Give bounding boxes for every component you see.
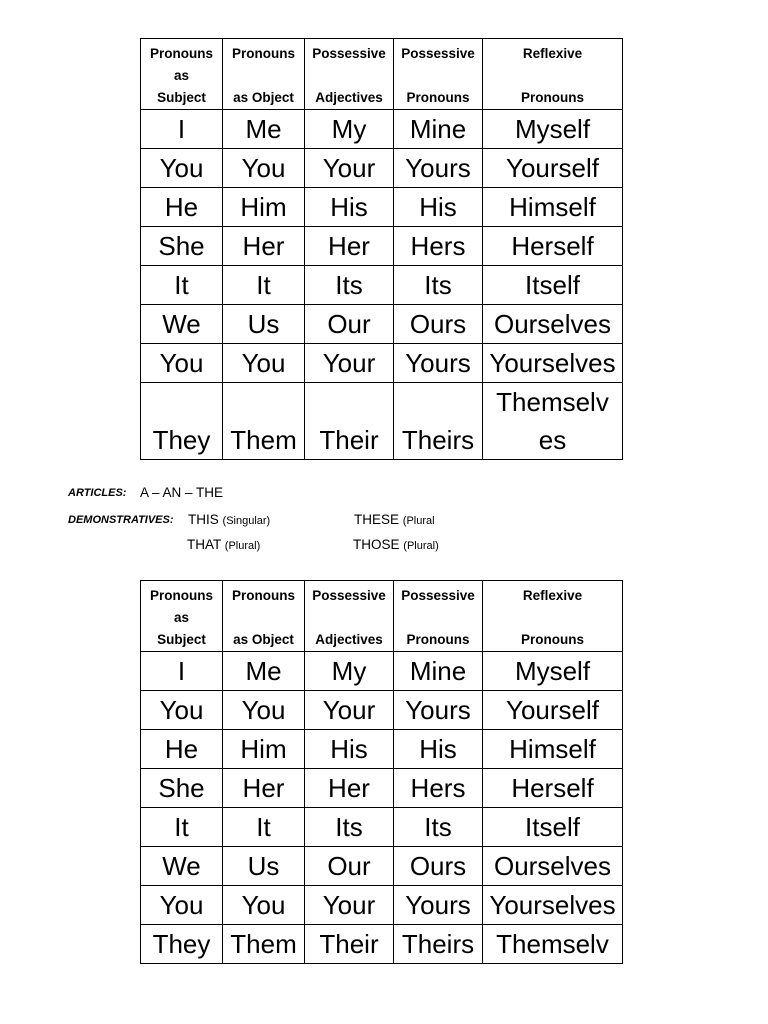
table-cell: You — [223, 691, 305, 730]
header-object: Pronouns as Object — [223, 581, 305, 652]
table-cell: Yours — [394, 149, 483, 188]
table-cell: Yourself — [483, 149, 623, 188]
table-row — [141, 266, 623, 305]
table-row — [141, 227, 623, 266]
table-row — [141, 886, 623, 925]
table-cell: Their — [305, 925, 394, 964]
table-row — [141, 110, 623, 149]
table-cell: I — [141, 110, 223, 149]
table-cell: We — [141, 305, 223, 344]
table-cell: His — [394, 188, 483, 227]
table-cell: Their — [305, 383, 394, 460]
table-row — [141, 808, 623, 847]
table-cell: It — [223, 266, 305, 305]
pronoun-table-2-header — [141, 581, 623, 652]
table-cell: Itself — [483, 808, 623, 847]
table-cell: Mine — [394, 110, 483, 149]
grammar-notes — [68, 485, 668, 560]
table-row — [141, 652, 623, 691]
demonstratives-label: DEMONSTRATIVES: — [68, 514, 174, 526]
table-cell: His — [305, 730, 394, 769]
table-row — [141, 691, 623, 730]
demonstrative-that: THAT (Plural) — [187, 537, 261, 552]
table-cell: Ourselves — [483, 305, 623, 344]
pronoun-table-2 — [140, 580, 623, 964]
table-cell: Mine — [394, 652, 483, 691]
table-cell: Your — [305, 149, 394, 188]
table-cell: Me — [223, 110, 305, 149]
table-cell: You — [223, 149, 305, 188]
table-cell: Our — [305, 847, 394, 886]
demonstrative-this: THIS (Singular) — [188, 512, 271, 527]
table-cell: We — [141, 847, 223, 886]
pronoun-table-2-body — [141, 652, 623, 964]
table-cell: Himself — [483, 188, 623, 227]
table-cell: Its — [305, 808, 394, 847]
table-cell: Her — [305, 227, 394, 266]
table-cell: You — [223, 886, 305, 925]
table-row — [141, 383, 623, 460]
table-cell: It — [223, 808, 305, 847]
articles-value: A – AN – THE — [140, 485, 224, 500]
table-cell: Yourselves — [483, 344, 623, 383]
table-cell: Its — [394, 266, 483, 305]
table-row — [141, 188, 623, 227]
table-cell: Them — [223, 383, 305, 460]
table-cell: Yourself — [483, 691, 623, 730]
table-cell: I — [141, 652, 223, 691]
header-possessive-pronouns: Possessive Pronouns — [394, 581, 483, 652]
table-cell: You — [141, 344, 223, 383]
table-cell: Him — [223, 188, 305, 227]
header-possessive-pronouns: Possessive Pronouns — [394, 39, 483, 110]
table-cell: Our — [305, 305, 394, 344]
table-cell: Your — [305, 886, 394, 925]
table-cell: His — [305, 188, 394, 227]
table-cell: Us — [223, 847, 305, 886]
table-cell: Them — [223, 925, 305, 964]
header-possessive-adjectives: Possessive Adjectives — [305, 581, 394, 652]
articles-label: ARTICLES: — [68, 487, 127, 499]
table-cell: She — [141, 769, 223, 808]
table-cell: Hers — [394, 227, 483, 266]
table-row — [141, 344, 623, 383]
table-cell: Her — [305, 769, 394, 808]
table-cell: Herself — [483, 227, 623, 266]
table-cell: Hers — [394, 769, 483, 808]
table-cell: They — [141, 925, 223, 964]
header-object: Pronouns as Object — [223, 39, 305, 110]
table-cell: She — [141, 227, 223, 266]
header-subject: Pronouns as Subject — [141, 581, 223, 652]
pronoun-table-1-header — [141, 39, 623, 110]
demonstrative-those: THOSE (Plural) — [353, 537, 439, 552]
table-cell: Ours — [394, 847, 483, 886]
table-cell: Theirs — [394, 383, 483, 460]
table-row — [141, 769, 623, 808]
table-cell: Its — [394, 808, 483, 847]
table-cell: My — [305, 110, 394, 149]
table-cell: Yours — [394, 344, 483, 383]
table-cell: You — [223, 344, 305, 383]
table-cell: Herself — [483, 769, 623, 808]
header-row — [141, 39, 623, 110]
table-cell: My — [305, 652, 394, 691]
table-cell: Myself — [483, 652, 623, 691]
wrapped-line-1: Themselv — [496, 387, 609, 417]
table-cell: He — [141, 188, 223, 227]
table-cell: Me — [223, 652, 305, 691]
table-row — [141, 149, 623, 188]
header-row — [141, 581, 623, 652]
table-cell: Your — [305, 691, 394, 730]
table-cell: It — [141, 266, 223, 305]
table-cell: Themselv — [483, 925, 623, 964]
table-cell: Its — [305, 266, 394, 305]
table-cell: Ours — [394, 305, 483, 344]
table-cell: It — [141, 808, 223, 847]
table-cell: Her — [223, 769, 305, 808]
table-cell: You — [141, 691, 223, 730]
table-cell: Itself — [483, 266, 623, 305]
table-row — [141, 847, 623, 886]
header-reflexive: Reflexive Pronouns — [483, 581, 623, 652]
table-cell: Him — [223, 730, 305, 769]
table-cell: Ourselves — [483, 847, 623, 886]
table-cell: He — [141, 730, 223, 769]
pronoun-table-1 — [140, 38, 623, 460]
table-row — [141, 925, 623, 964]
table-cell: Himself — [483, 730, 623, 769]
table-cell: Us — [223, 305, 305, 344]
table-cell: Myself — [483, 110, 623, 149]
header-reflexive: Reflexive Pronouns — [483, 39, 623, 110]
table-cell: Yours — [394, 886, 483, 925]
table-row — [141, 305, 623, 344]
table-cell: You — [141, 149, 223, 188]
table-cell-wrapped — [483, 383, 623, 460]
table-cell: They — [141, 383, 223, 460]
header-subject: Pronouns as Subject — [141, 39, 223, 110]
table-cell: Your — [305, 344, 394, 383]
wrapped-line-2: es — [538, 425, 567, 455]
table-cell: Yourselves — [483, 886, 623, 925]
table-cell: Yours — [394, 691, 483, 730]
demonstrative-these: THESE (Plural — [354, 512, 435, 527]
table-cell: Her — [223, 227, 305, 266]
pronoun-table-1-body — [141, 110, 623, 460]
header-possessive-adjectives: Possessive Adjectives — [305, 39, 394, 110]
table-row — [141, 730, 623, 769]
table-cell: Theirs — [394, 925, 483, 964]
table-cell: His — [394, 730, 483, 769]
table-cell: You — [141, 886, 223, 925]
